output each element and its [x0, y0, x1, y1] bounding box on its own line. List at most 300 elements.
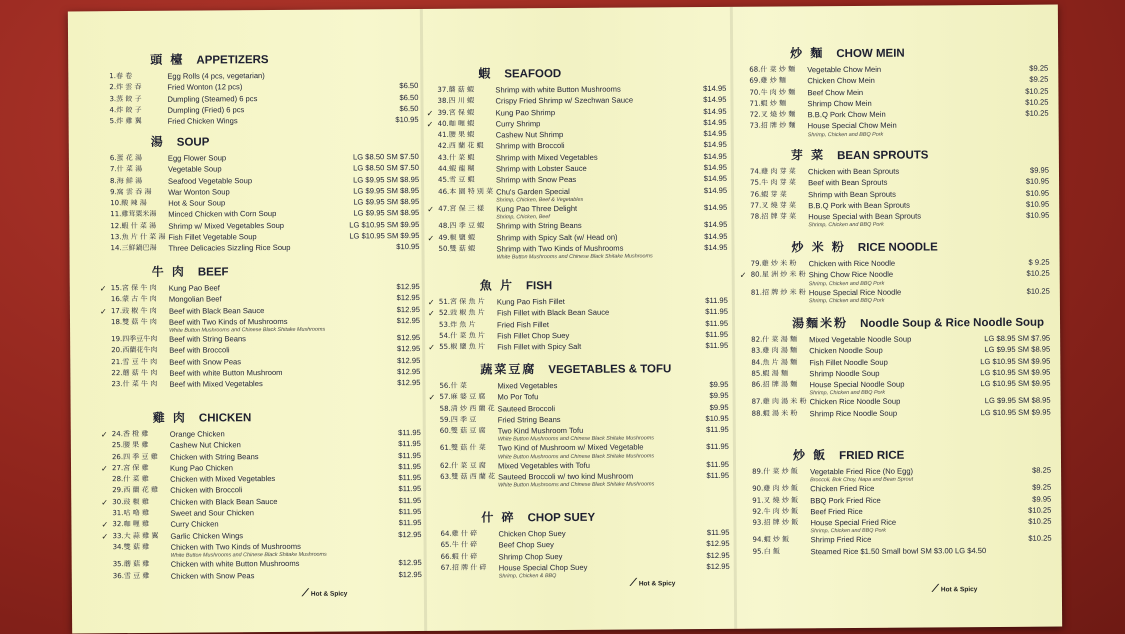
item-name-text: Shrimp with Broccoli [495, 141, 565, 151]
item-description: Shrimp, Chicken and BBQ Pork [808, 222, 884, 229]
section-header-chinese: 蔬菜豆腐 [480, 362, 537, 377]
item-number-chinese: 61.雙 菇 什 菜 [439, 444, 486, 453]
item-price: $9.25 [1029, 74, 1049, 85]
item-description: White Button Mushrooms and Chinese Black Shitake Mushrooms [497, 453, 655, 461]
fish-section [428, 275, 729, 354]
item-price: LG $10.95 SM $9.95 [980, 367, 1051, 377]
item-name-text: Chicken with white Button Mushrooms [170, 559, 300, 570]
item-description: Shrimp, Chicken and BBQ Pork [807, 131, 884, 139]
section-header-title: BEAN SPROUTS [837, 149, 929, 163]
menu-item [741, 516, 1051, 535]
item-name-text: Two Kind Mushroom Tofu [497, 426, 584, 436]
menu-item [740, 285, 1050, 304]
item-price: $10.25 [1026, 286, 1050, 296]
item-name-text: Chicken Chow Mein [807, 76, 875, 86]
item-price: $11.95 [706, 527, 730, 538]
item-price: $12.95 [706, 550, 730, 560]
hot-spicy-icon: ✓ [101, 531, 109, 541]
menu-item [739, 119, 1049, 138]
item-price: $10.25 [1025, 97, 1049, 107]
item-number-chinese: 71.蝦 炒 麵 [749, 99, 787, 108]
item-number-chinese: 11.雞茸粟米湯 [110, 210, 157, 219]
item-name [808, 119, 1009, 138]
item-price: $14.95 [704, 231, 728, 241]
item-name-text: Fried Fish Fillet [497, 319, 549, 330]
section-header-title: CHICKEN [198, 412, 252, 425]
item-number-chinese: 74.雞 肉 芽 菜 [749, 167, 796, 176]
section-header-chinese: 湯 [150, 134, 165, 149]
item-name [498, 470, 689, 489]
item-price: $11.95 [398, 461, 422, 472]
item-price: $9.95 [1029, 165, 1050, 175]
item-name-text: Garlic Chicken Wings [170, 530, 244, 541]
item-price: $14.95 [704, 220, 728, 230]
hot-spicy-icon: ✓ [101, 497, 109, 508]
item-price: $12.95 [397, 378, 421, 388]
item-price: $12.95 [396, 282, 420, 292]
section-header [791, 237, 1049, 256]
item-price: LG $8.50 SM $7.50 [353, 163, 419, 173]
middle-panel [426, 7, 730, 631]
menu-item [429, 441, 729, 460]
item-number-chinese: 30.豉 椒 雞 [112, 497, 149, 506]
item-name-text: Shrimp Chop Suey [498, 551, 563, 562]
item-price: $10.95 [1025, 199, 1050, 209]
section-header [153, 407, 421, 426]
item-number-chinese: 57.麻 婆 豆 腐 [439, 392, 486, 402]
item-price: $9.95 [709, 402, 729, 412]
item-number-chinese: 77.叉 燒 芽 菜 [750, 201, 797, 210]
item-name-text: Mongolian Beef [168, 294, 222, 305]
item-number-chinese: 23.什 菜 牛 肉 [111, 380, 158, 389]
item-name-text: Shrimp with Mixed Vegetables [495, 152, 598, 163]
item-name-text: Vegetable Chow Mein [807, 64, 882, 75]
hot-spicy-icon: ✓ [101, 464, 108, 474]
item-name-text: B.B.Q Pork Chow Mein [807, 109, 886, 120]
item-name-text: Beef Fried Rice [810, 506, 863, 517]
item-name [498, 424, 689, 443]
item-number-chinese: 20.西蘭花牛肉 [111, 346, 158, 355]
item-price: $12.95 [397, 355, 421, 365]
item-name-text: Fish Fillet with Spicy Salt [497, 342, 582, 352]
item-price: $14.95 [703, 174, 728, 184]
item-name-text: Kung Pao Fish Fillet [496, 297, 565, 307]
item-name-text: Hot & Sour Soup [168, 198, 226, 208]
item-number-chinese: 26.四 季 豆 雞 [111, 452, 158, 461]
item-price: $11.95 [706, 459, 730, 469]
item-price: $12.95 [396, 333, 421, 343]
section-header-chinese: 雞 肉 [152, 410, 187, 425]
item-name-text: Chicken Fried Rice [810, 484, 875, 494]
item-price: $6.50 [399, 81, 419, 91]
hot-spicy-icon: ✓ [99, 284, 107, 294]
item-price: $8.25 [1032, 465, 1052, 475]
menu-item [740, 378, 1050, 397]
item-name-text: Fish Fillet Noodle Soup [809, 357, 888, 367]
item-price: $10.25 [1028, 516, 1052, 526]
item-name-text: Shing Chow Rice Noodle [808, 270, 894, 280]
item-price: $10.25 [1028, 505, 1052, 515]
item-price: LG $9.95 SM $8.95 [984, 396, 1051, 406]
item-number-chinese: 64.雞 什 碎 [440, 529, 478, 538]
hot-spicy-icon: ✓ [428, 343, 435, 353]
chicken-section [101, 407, 422, 582]
item-number-chinese: 50.雙 菇 蝦 [438, 244, 476, 253]
item-name-text: Two Kind of Mushroom w/ Mixed Vegetable [497, 442, 644, 453]
hot-spicy-icon: ✓ [739, 271, 747, 281]
item-price: LG $9.95 SM $8.95 [353, 174, 420, 185]
menu-sheet [68, 5, 1062, 634]
item-price: $11.95 [705, 318, 729, 328]
beef-section [100, 261, 421, 391]
item-number-chinese: 79.雞 炒 米 粉 [750, 259, 797, 268]
item-number-chinese: 53.炸 魚 片 [439, 320, 476, 329]
rice-noodle-section [739, 237, 1049, 305]
item-name-text: Orange Chicken [169, 429, 225, 439]
item-number-chinese: 78.招 牌 芽 菜 [750, 212, 797, 221]
item-number-chinese: 51.宮 保 魚 片 [438, 297, 485, 306]
section-header-chinese: 芽 菜 [790, 148, 826, 163]
item-name-text: Beef with Snow Peas [169, 357, 242, 367]
right-panel [738, 5, 1052, 629]
item-price: LG $10.95 SM $9.95 [349, 219, 420, 230]
section-header-chinese: 炒 米 粉 [791, 240, 846, 255]
item-description: Shrimp, Chicken and BBQ Pork [810, 528, 887, 535]
item-name-text: Kung Pao Shrimp [495, 107, 556, 118]
item-number-chinese: 3.蒸 餃 子 [109, 94, 142, 103]
item-name-text: House Special Fried Rice [810, 517, 897, 528]
item-description: White Button Mushrooms and Chinese Black Shitake Mushrooms [497, 435, 654, 443]
item-name [168, 242, 341, 255]
item-number-chinese: 54.什 菜 魚 片 [439, 331, 485, 340]
item-name-text: Cashew Nut Chicken [169, 440, 241, 451]
item-number-chinese: 82.什 菜 湯 麵 [751, 335, 797, 344]
item-name-text: Shrimp Fried Rice [810, 535, 872, 545]
item-number-chinese: 8.海 鮮 湯 [109, 176, 143, 185]
item-price: LG $10.95 SM $9.95 [980, 356, 1051, 366]
item-name-text: Beef Chop Suey [498, 540, 554, 550]
item-number-chinese: 2.炸 雲 吞 [109, 83, 142, 92]
menu-item [427, 202, 727, 221]
item-price: $11.95 [398, 439, 421, 449]
item-name-text: Steamed Rice $1.50 Small bowl SM $3.00 LG $4.50 [810, 545, 987, 557]
item-name [171, 569, 382, 582]
item-price: $11.95 [398, 473, 422, 483]
menu-item [430, 561, 730, 580]
item-price: $11.95 [705, 329, 729, 339]
item-number-chinese: 32.咖 喱 雞 [112, 520, 150, 529]
item-name [810, 465, 1011, 484]
item-name [169, 315, 380, 334]
item-name-text: Beef with white Button Mushroom [169, 368, 283, 378]
item-name-text: Shrimp with Two Kinds of Mushrooms [496, 243, 624, 254]
item-price: $11.95 [705, 341, 729, 351]
item-description: White Button Mushrooms and Chinese Black Shitake Mushrooms [496, 253, 653, 261]
item-name-text: Mixed Vegetables [497, 381, 558, 391]
item-description: Shrimp, Chicken and BBQ Pork [809, 390, 886, 397]
item-name-text: Mo Por Tofu [497, 392, 539, 402]
item-name-text: Kung Pao Chicken [170, 463, 233, 473]
item-number-chinese: 16.蒙 古 牛 肉 [110, 295, 157, 304]
item-number-chinese: 21.雪 豆 牛 肉 [111, 357, 158, 366]
item-price: LG $9.95 SM $8.95 [353, 208, 420, 218]
item-price: LG $9.95 SM $8.95 [353, 197, 420, 207]
item-name [809, 285, 1010, 304]
section-header [152, 261, 420, 280]
item-name-text: House Special Chop Suey [498, 562, 588, 573]
hot-spicy-icon: ✓ [426, 108, 434, 118]
fried-rice-section [741, 445, 1052, 558]
item-name-text: Shrimp with Snow Peas [495, 175, 577, 185]
section-header-title: CHOW MEIN [836, 47, 905, 61]
menu-item [741, 406, 1051, 419]
item-number-chinese: 25.腰 果 雞 [111, 441, 149, 450]
item-number-chinese: 92.牛 肉 炒 飯 [752, 507, 799, 516]
item-price: $ 9.25 [1028, 257, 1050, 267]
item-number-chinese: 66.蝦 什 碎 [440, 552, 478, 561]
section-header-title: FISH [525, 280, 553, 293]
item-name-text: Chicken with Two Kinds of Mushrooms [170, 541, 301, 552]
item-number-chinese: 83.雞 肉 湯 麵 [751, 346, 798, 355]
item-number-chinese: 33.大 蒜 雞 翼 [112, 531, 159, 540]
section-header-chinese: 炒 飯 [792, 448, 828, 463]
item-number-chinese: 59.四 季 豆 [439, 415, 477, 424]
section-header-title: SEAFOOD [504, 68, 562, 81]
item-number-chinese: 34.雙 菇 雞 [112, 542, 150, 552]
item-number-chinese: 68.什 菜 炒 麵 [749, 65, 796, 74]
item-name-text: Sauteed Broccoli [497, 403, 556, 414]
hot-spicy-icon: ✓ [100, 430, 108, 440]
item-price: $14.95 [703, 151, 727, 161]
item-price: $11.95 [398, 507, 422, 517]
item-name-text: Fried Chicken Wings [167, 116, 238, 126]
item-number-chinese: 42.西 蘭 花 蝦 [437, 142, 484, 151]
item-price: $14.95 [703, 95, 727, 105]
hot-spicy-icon: ✓ [426, 119, 434, 129]
item-price: $11.95 [706, 470, 730, 481]
item-number-chinese: 28.什 菜 雞 [112, 475, 149, 484]
item-name-text: Chicken with Rice Noodle [808, 258, 896, 269]
menu-item [99, 241, 419, 255]
item-number-chinese: 80.星 洲 炒 米 粉 [750, 270, 806, 279]
menu-item [742, 544, 1052, 557]
item-name-text: Shrimp w/ Mixed Vegetables Soup [168, 220, 285, 231]
section-header-title: APPETIZERS [196, 54, 269, 67]
item-name-text: Chicken with Snow Peas [170, 570, 255, 581]
item-name-text: Fish Fillet Vegetable Soup [168, 232, 257, 242]
hot-spicy-icon: ✓ [99, 306, 107, 316]
item-price: $11.95 [705, 307, 728, 317]
section-header [480, 359, 728, 378]
menu-item [429, 470, 729, 489]
item-price: $12.95 [398, 558, 422, 568]
section-header-chinese: 炒 麵 [790, 46, 825, 61]
item-name-text: Fried String Beans [497, 414, 561, 425]
section-header-title: RICE NOODLE [857, 241, 938, 254]
item-description: White Button Mushrooms and Chinese Black Shitake Mushrooms [498, 481, 655, 489]
item-name-text: BBQ Pork Fried Rice [810, 495, 881, 505]
menu-item [741, 465, 1051, 484]
section-header-title: VEGETABLES & TOFU [548, 363, 672, 377]
item-name-text: Vegetable Soup [167, 164, 222, 175]
item-price: LG $8.50 SM $7.50 [352, 152, 419, 162]
item-number-chinese: 72.叉 燒 炒 麵 [749, 110, 796, 119]
section-header [791, 145, 1049, 164]
item-price: LG $9.95 SM $8.95 [353, 185, 420, 196]
item-description: Broccoli, Bok Choy, Napa and Bean Sprout [810, 476, 914, 484]
section-header-chinese: 湯麵米粉 [791, 316, 849, 331]
item-price: $10.25 [1025, 86, 1049, 96]
section-header [793, 445, 1051, 464]
item-name-text: Mixed Vegetable Noodle Soup [809, 334, 912, 345]
hot-spicy-icon: ✓ [427, 297, 435, 307]
item-name [810, 407, 973, 419]
item-name [809, 268, 1010, 287]
item-name-text: Beef with Mixed Vegetables [169, 379, 263, 390]
section-header-chinese: 牛 肉 [151, 264, 186, 279]
item-name [810, 516, 1011, 535]
item-price: $12.95 [396, 315, 421, 326]
item-price: $14.95 [704, 242, 728, 252]
item-number-chinese: 85.蝦 湯 麵 [751, 369, 789, 378]
item-price: $9.25 [1029, 63, 1049, 73]
item-price: $14.95 [703, 140, 727, 150]
item-price: LG $10.95 SM $9.95 [980, 407, 1051, 417]
item-name-text: Shrimp with Spicy Salt (w/ Head on) [496, 232, 618, 243]
item-description: Shrimp, Chicken and BBQ Pork [808, 280, 885, 287]
item-number-chinese: 31.咕 嚕 雞 [112, 508, 149, 518]
item-number-chinese: 94.蝦 炒 飯 [752, 535, 790, 545]
item-price: $11.95 [398, 518, 422, 528]
item-name [497, 340, 688, 353]
item-price: $12.95 [398, 569, 422, 579]
item-description: Shrimp, Chicken & BBQ [498, 573, 557, 580]
item-number-chinese: 62.什 菜 豆 腐 [439, 461, 486, 470]
section-header [481, 507, 729, 526]
item-name [808, 210, 1009, 229]
section-header-title: BEEF [197, 266, 229, 279]
item-name [498, 442, 689, 461]
item-price: $14.95 [703, 83, 727, 94]
noodle-soup-section [740, 313, 1051, 420]
section-header [480, 275, 728, 294]
item-number-chinese: 73.招 牌 炒 麵 [749, 121, 796, 131]
item-name-text: Minced Chicken with Corn Soup [168, 209, 277, 220]
item-price: $9.95 [709, 391, 729, 401]
item-price: $11.95 [706, 425, 729, 435]
item-price: $9.95 [1032, 494, 1052, 504]
item-name-text: Kung Pao Three Delight [496, 203, 578, 214]
item-price: $14.95 [703, 162, 727, 173]
item-name [496, 202, 687, 221]
section-header [790, 43, 1048, 62]
item-price: $14.95 [703, 106, 727, 116]
item-number-chinese: 49.椒 鹽 蝦 [438, 233, 476, 242]
item-number-chinese: 36.雪 豆 雞 [112, 571, 150, 580]
item-price: $6.50 [399, 92, 419, 102]
item-name-text: Fish Fillet with Black Bean Sauce [496, 307, 610, 318]
item-name-text: War Wonton Soup [168, 187, 230, 197]
section-header-title: FRIED RICE [839, 449, 905, 463]
item-price: $14.95 [703, 202, 728, 212]
item-name-text: Crispy Fried Shrimp w/ Szechwan Sauce [495, 95, 634, 106]
hot-spicy-icon: ✓ [101, 520, 109, 530]
item-description: White Button Mushrooms and Chinese Black Shitake Mushrooms [170, 551, 327, 560]
section-header-chinese: 頭 檯 [150, 52, 185, 67]
item-price: $11.95 [398, 484, 422, 494]
item-name [809, 378, 972, 396]
item-name [496, 185, 687, 204]
item-price: $6.50 [399, 103, 419, 114]
item-name-text: Fish Fillet Chop Suey [497, 330, 570, 341]
item-name [171, 540, 382, 559]
item-name-text: Fried Wonton (12 pcs) [167, 82, 243, 93]
hot-spicy-icon: ✓ [427, 233, 435, 243]
item-name-text: Chicken with Black Bean Sauce [170, 496, 278, 507]
item-number-chinese: 87.雞 肉 湯 米 粉 [751, 397, 807, 407]
item-price: $12.95 [706, 539, 730, 549]
item-name-text: Shrimp Rice Noodle Soup [809, 408, 898, 419]
item-number-chinese: 75.牛 肉 芽 菜 [750, 178, 796, 188]
section-header-chinese: 魚 片 [479, 278, 515, 293]
section-header [151, 131, 419, 150]
item-number-chinese: 12.蝦 什 菜 湯 [110, 221, 157, 230]
item-price: $11.95 [706, 442, 729, 452]
item-name-text: Shrimp with Lobster Sauce [495, 163, 587, 174]
item-number-chinese: 47.宮 保 三 樣 [438, 204, 485, 213]
item-name-text: Chicken Noodle Soup [809, 346, 883, 356]
item-number-chinese: 24.香 橙 雞 [111, 429, 149, 439]
vegetables-tofu-section [428, 359, 729, 489]
menu-item [739, 210, 1049, 229]
menu-item [99, 114, 419, 128]
item-name-text: Beef with String Beans [169, 334, 246, 344]
item-name-text: Dumpling (Steamed) 6 pcs [167, 93, 258, 104]
item-name-text: Beef with Broccoli [169, 345, 230, 356]
hot-spicy-legend [302, 588, 348, 599]
item-number-chinese: 93.招 牌 炒 飯 [752, 518, 799, 527]
item-number-chinese: 69.雞 炒 麵 [749, 76, 786, 86]
item-price: LG $10.95 SM $9.95 [349, 231, 420, 241]
item-price: $10.95 [1026, 210, 1050, 220]
item-name [168, 114, 379, 127]
item-number-chinese: 17.豉 椒 牛 肉 [110, 306, 157, 315]
left-panel [98, 9, 422, 633]
item-number-chinese: 22.蘑 菇 牛 肉 [111, 368, 158, 378]
menu-item [102, 569, 422, 583]
item-number-chinese: 29.西 蘭 花 雞 [112, 486, 159, 495]
item-price: LG $9.95 SM $8.95 [984, 344, 1051, 355]
item-price: $11.95 [398, 495, 422, 505]
item-name-text: Shrimp with String Beans [496, 221, 582, 231]
section-header-title: CHOP SUEY [527, 511, 596, 525]
menu-item [100, 315, 420, 335]
item-price: $10.95 [1025, 188, 1050, 198]
item-name-text: House Special Chow Mein [807, 121, 897, 131]
menu-item [427, 242, 727, 261]
item-number-chinese: 90.雞 肉 炒 飯 [752, 484, 799, 493]
item-price: LG $8.95 SM $7.95 [984, 333, 1051, 344]
item-price: $10.95 [1025, 176, 1050, 187]
item-name-text: House Special Rice Noodle [808, 287, 902, 297]
item-name-text: Chicken with Mixed Vegetables [170, 474, 276, 484]
item-name-text: Sauteed Broccoli w/ two kind Mushroom [498, 471, 634, 482]
item-number-chinese: 4.炸 餃 子 [109, 105, 142, 115]
item-number-chinese: 55.椒 鹽 魚 片 [439, 342, 486, 352]
item-description: Shrimp, Chicken, Beef [496, 214, 550, 221]
item-number-chinese: 41.腰 果 蝦 [437, 130, 475, 140]
item-name-text: Curry Shrimp [495, 119, 541, 129]
